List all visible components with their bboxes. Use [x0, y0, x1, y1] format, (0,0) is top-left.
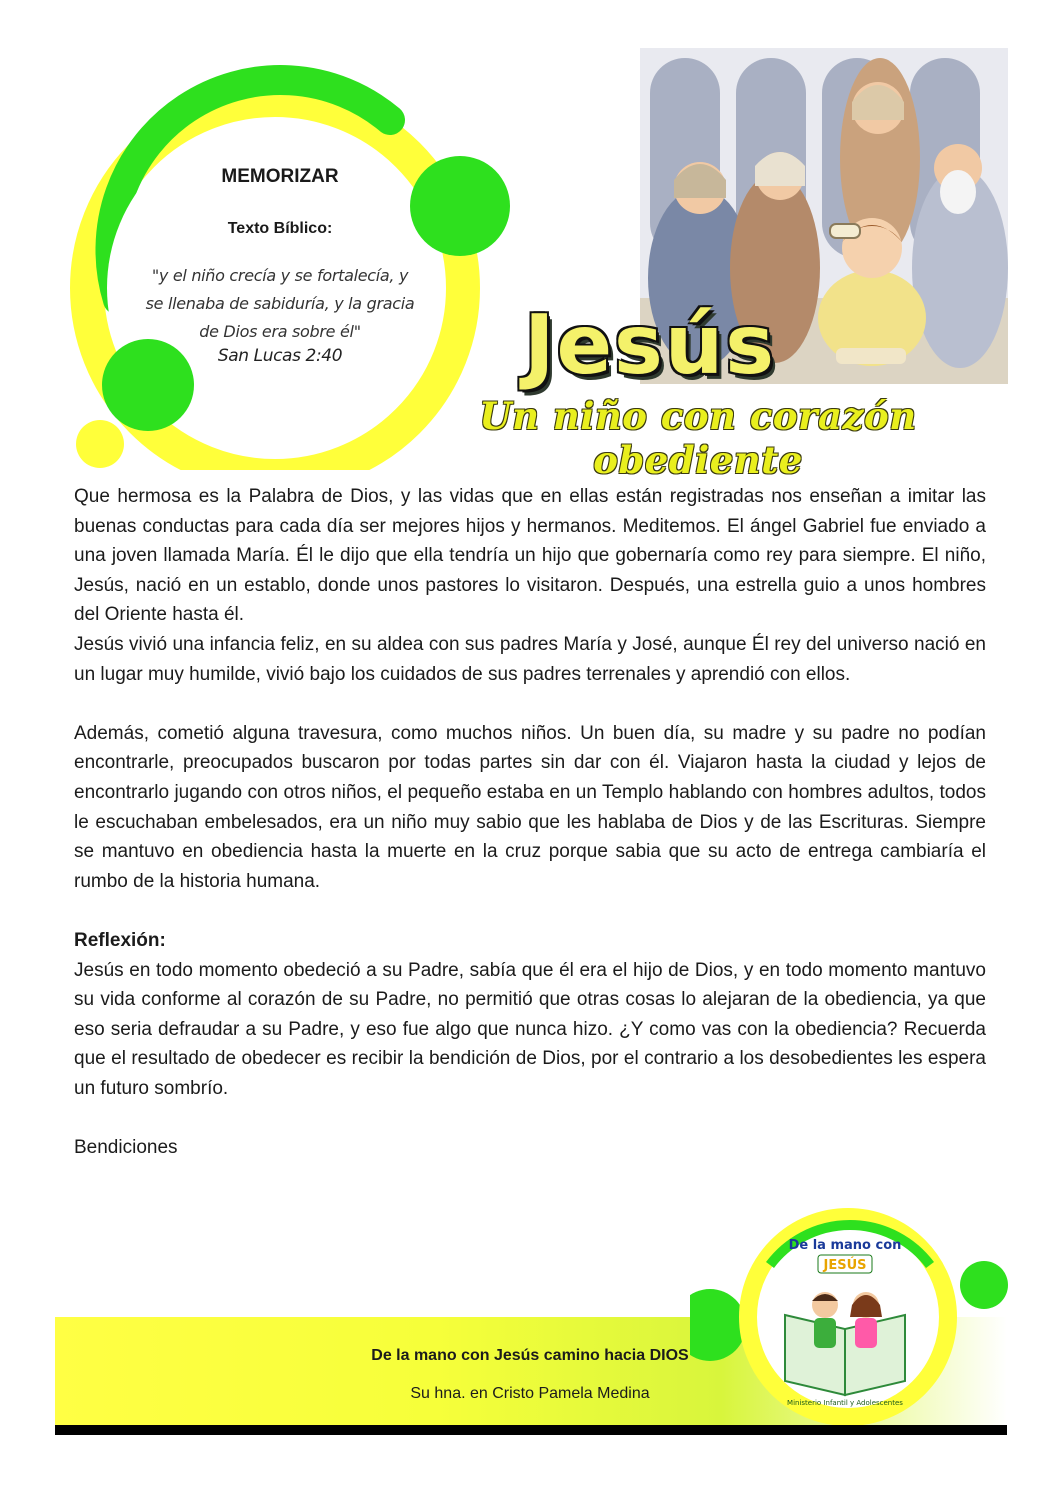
footer-signature: Su hna. en Cristo Pamela Medina: [410, 1385, 650, 1402]
footer-motto: De la mano con Jesús camino hacia DIOS: [371, 1347, 689, 1364]
verse-line: se llenaba de sabiduría, y la gracia: [145, 294, 415, 313]
verse-reference: San Lucas 2:40: [217, 346, 343, 366]
lesson-body: [74, 482, 986, 1163]
verse-line: "y el niño crecía y se fortalecía, y: [151, 266, 409, 285]
memorize-box: [130, 160, 430, 366]
green-dot-right: [960, 1261, 1008, 1309]
body-paragraph: Además, cometió alguna travesura, como muchos niños. Un buen día, su madre y su padre no podían encontrarle, preocupados buscaron por todas partes sin dar con él. Viajaron hasta la ciudad y lejos de encontrarlo jugando con otros niños, el pequeño estaba en un Templo hablando con hombres adultos, todos le escuchaban embelesados, era un niño muy sabio que les hablaba de Dios y de las Escrituras. Siempre se mantuvo en obediencia hasta la muerte en la cruz porque sabia que su acto de entrega cambiaría el rumbo de la historia humana.: [74, 722, 986, 892]
page-title: Jesús: [523, 298, 777, 393]
paragraph-gap: [74, 1103, 986, 1133]
body-paragraph: Que hermosa es la Palabra de Dios, y las vidas que en ellas están registradas nos enseñan a imitar las buenas conductas para cada día ser mejores hijos y hermanos. Meditemos. El ángel Gabriel fue enviado a una joven llamada María. Él le dijo que ella tendría un hijo que gobernaría como rey para siempre. El niño, Jesús, nació en un establo, donde unos pastores lo visitaron. Después, una estrella guio a unos hombres del Oriente hasta él.: [74, 486, 986, 626]
body-paragraph: Jesús vivió una infancia feliz, en su aldea con sus padres María y José, aunque Él rey del universo nació en un lugar muy humilde, vivió bajo los cuidados de sus padres terrenales y aprendió con ellos.: [74, 633, 986, 685]
memorize-label: MEMORIZAR: [221, 166, 339, 187]
paragraph-gap: [74, 896, 986, 926]
logo-text-line1: De la mano con: [788, 1238, 902, 1253]
logo-bottom-text: Ministerio Infantil y Adolescentes: [787, 1399, 903, 1407]
logo-text-line2: JESÚS: [823, 1258, 867, 1273]
footer-bar: [55, 1425, 1007, 1435]
memory-verse: [130, 262, 430, 346]
closing-text: Bendiciones: [74, 1137, 178, 1159]
page-subtitle: Un niño con corazón obediente: [479, 394, 917, 482]
reflection-text: Jesús en todo momento obedeció a su Padre, sabía que él era el hijo de Dios, y en todo momento mantuvo su vida conforme al corazón de su Padre, no permitió que otras cosas lo alejaran de la obediencia, ya que eso seria defraudar a su Padre, y eso fue algo que nunca hizo. ¿Y como vas con la obediencia? Recuerda que el resultado de obedecer es recibir la bendición de Dios, por el contrario a los desobedientes les espera un futuro sombrío.: [74, 959, 986, 1099]
yellow-dot-small: [76, 420, 124, 468]
reflection-heading: Reflexión:: [74, 929, 166, 951]
bible-text-label: Texto Bíblico:: [227, 220, 333, 237]
paragraph-gap: [74, 689, 986, 719]
verse-line: de Dios era sobre él": [199, 322, 361, 341]
